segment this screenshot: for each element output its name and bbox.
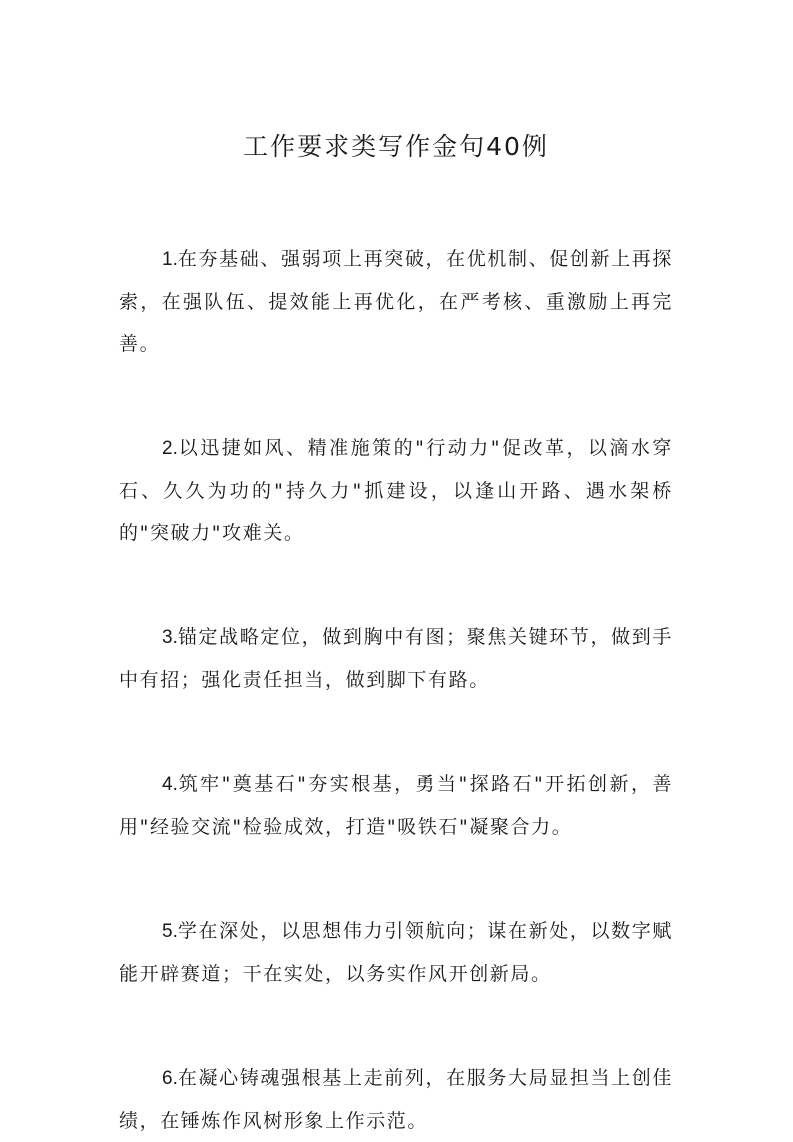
item-number: 5.	[162, 921, 178, 942]
list-item	[119, 910, 673, 995]
item-text: 在夯基础、强弱项上再突破，在优机制、促创新上再探索，在强队伍、提效能上再优化，在严考核、重激励上再完善。	[119, 248, 673, 355]
item-number: 3.	[162, 627, 178, 648]
item-text: 以迅捷如风、精准施策的"行动力"促改革，以滴水穿石、久久为功的"持久力"抓建设，以逢山开路、遇水架桥的"突破力"攻难关。	[119, 437, 673, 544]
item-text: 在凝心铸魂强根基上走前列，在服务大局显担当上创佳绩，在锤炼作风树形象上作示范。	[119, 1067, 673, 1132]
list-item	[119, 238, 673, 365]
item-text: 学在深处，以思想伟力引领航向；谋在新处，以数字赋能开辟赛道；干在实处，以务实作风开创新局。	[119, 920, 673, 985]
item-text: 锚定战略定位，做到胸中有图；聚焦关键环节，做到手中有招；强化责任担当，做到脚下有路。	[119, 626, 673, 691]
item-number: 1.	[162, 249, 178, 270]
item-list	[119, 238, 673, 1142]
list-item	[119, 1057, 673, 1142]
item-text: 筑牢"奠基石"夯实根基，勇当"探路石"开拓创新，善用"经验交流"检验成效，打造"吸铁石"凝聚合力。	[119, 773, 673, 838]
item-number: 2.	[162, 438, 178, 459]
document-title: 工作要求类写作金句40例	[243, 132, 549, 161]
item-number: 6.	[162, 1068, 178, 1089]
item-number: 4.	[162, 774, 178, 795]
list-item	[119, 427, 673, 554]
list-item	[119, 616, 673, 701]
list-item	[119, 763, 673, 848]
